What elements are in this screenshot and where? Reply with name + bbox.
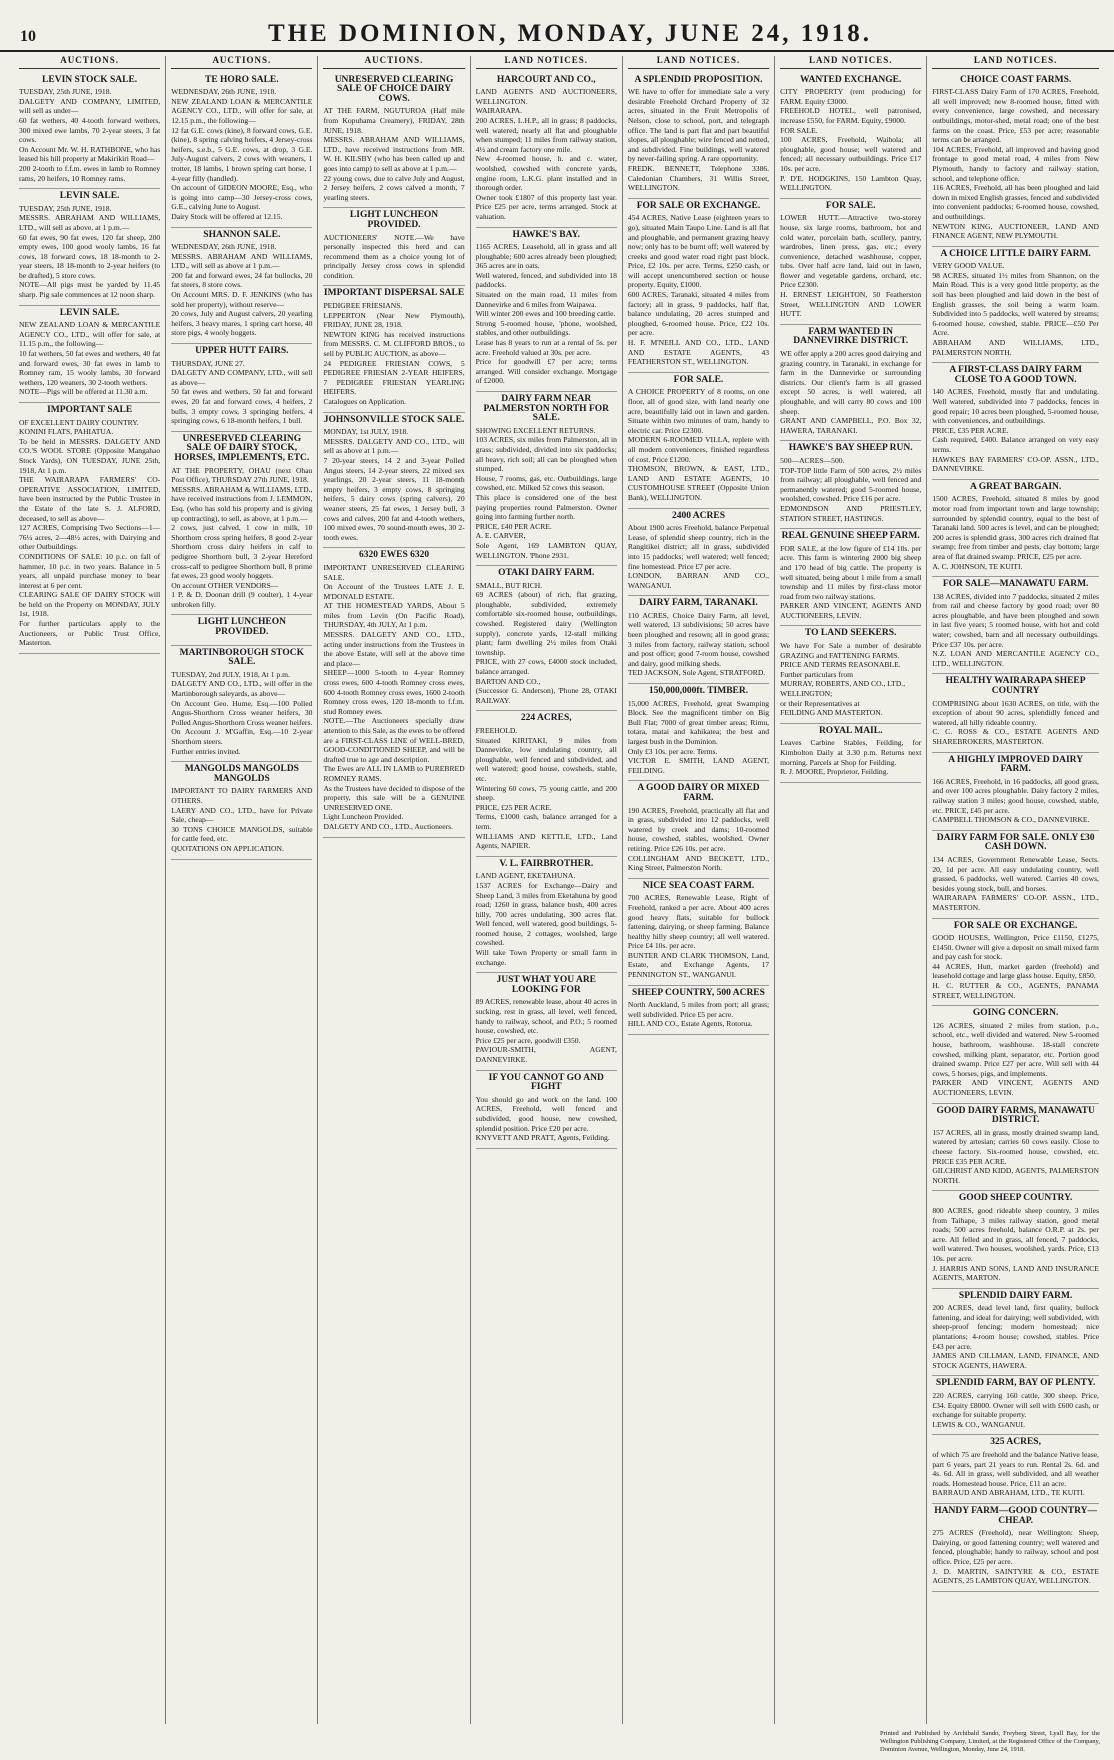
ad-body: North Auckland, 5 miles from port; all grass; well subdivided. Price £5 per acre. HILL AND CO., Estate Agents, Rotorua. xyxy=(627,1000,770,1029)
ad-title: HANDY FARM—GOOD COUNTRY—CHEAP. xyxy=(934,1505,1097,1526)
advertisement xyxy=(171,228,312,345)
ad-body: MONDAY, 1st JULY, 1918. MESSRS. DALGETY AND CO., LTD., will sell as above at 1 p.m.— 7 20-year steers, 14 2 and 3-year Polled Angus steers, 14 2-year steers, 22 mixed sex yearlings, 20 2-year steers, 11 18-month empty heifers, 3 empty cows, 8 springing heifers, 5 dairy cows (spring calvers), 20 weaner steers, 25 fat ewes, 1 Jersey bull, 3 cows and calves, 200 fat and 4-tooth wethers, 100 mixed ewes, 70 sound-mouth ewes, 30 2-tooth ewes. xyxy=(323,427,465,542)
ad-body: TUESDAY, 25th JUNE, 1918. DALGETY AND COMPANY, LIMITED, will sell as under— 60 fat wethers, 40 4-tooth forward wethers, 300 mixed ewe lambs, 70 2-year steers, 3 fat cows. On Account Mr. W. H. RATHBONE, who has leased his hill property at Makirikiri Road— 200 2-tooth to f.f.m. ewes in lamb to Romney rams, 20 heifers, 10 Romney rams. xyxy=(19,87,161,183)
ad-title: UNRESERVED CLEARING SALE OF DAIRY STOCK, HORSES, IMPLEMENTS, ETC. xyxy=(174,433,310,463)
ad-body: WEDNESDAY, 26th JUNE, 1918. NEW ZEALAND LOAN & MERCANTILE AGENCY CO., LTD., will offer for sale, at 12.15 p.m., the following— 12 fat G.E. cows (kine), 8 forward cows, G.E. (kine), 8 spring calving heifers, 4 Jersey-cross heifers, s.e.b., 5 G.E. cows, at drop, 3 G.E. July-August calvers, 2 cows with weaners, 1 trotter, 18 lambs, 1 brown spring cart horse, 1 4-year filly (handled). On account of GIDEON MOORE, Esq., who is going into camp—30 Jersey-cross cows, G.E., calving June to August. Dairy Stock will be offered at 12.15. xyxy=(171,87,313,221)
column-1 xyxy=(14,56,166,1724)
ad-body: CITY PROPERTY (rent producing) for FARM. Equity £3000. FREEHOLD HOTEL, well patronised, increase £550, for FARM. Equity, £9000. FOR SALE. 100 ACRES, Freehold, Waihola; all ploughable, good house; well watered and fenced; all necessary outbuildings. Price £17 10s. per acre. P. D'E. HODGKINS, 150 Lambton Quay, WELLINGTON. xyxy=(780,87,922,193)
ad-body: IMPORTANT TO DAIRY FARMERS AND OTHERS. LAERY AND CO., LTD., have for Private Sale, cheap— 30 TONS CHOICE MANGOLDS, suitable for cattle feed, etc. QUOTATIONS ON APPLICATION. xyxy=(171,786,313,853)
ad-title: WANTED EXCHANGE. xyxy=(800,74,902,85)
ad-body: SHOWING EXCELLENT RETURNS. 103 ACRES, six miles from Palmerston, all in grass; subdivided, divided into six paddocks; all heavy, rich soil; all can be ploughed when stumped. House, 7 rooms, gas, etc. Outbuildings, large cowshed, etc. Milked 52 cows this season. This place is considered one of the best paying properties round Palmerston. Owner going into farming further north. PRICE, £40 PER ACRE. A. E. CARVER, Sole Agent, 169 LAMBTON QUAY, WELLINGTON. 'Phone 2931. xyxy=(475,425,617,560)
ad-body: 157 ACRES, all in grass, mostly drained swamp land, watered by artesian; carries 60 cows easily. Close to cheese factory. Six-roomed house, cowshed, etc. PRICE £35 PER ACRE. GILCHRIST AND KIDD, AGENTS, PALMERSTON NORTH. xyxy=(932,1127,1099,1185)
ad-title: UPPER HUTT FAIRS. xyxy=(195,346,289,357)
ad-title: LEVIN SALE. xyxy=(59,191,120,202)
ad-title: 2400 ACRES xyxy=(671,510,726,521)
advertisement xyxy=(780,529,921,626)
advertisement xyxy=(323,286,464,412)
advertisement xyxy=(171,344,312,432)
advertisement xyxy=(171,615,312,645)
ad-title: SHANNON SALE. xyxy=(203,229,281,240)
ad-title: JOHNSONVILLE STOCK SALE. xyxy=(323,414,465,425)
ad-title: A GOOD DAIRY OR MIXED FARM. xyxy=(637,783,760,803)
advertisement xyxy=(932,1289,1099,1377)
advertisement xyxy=(19,189,160,306)
ad-title: MARTINBOROUGH STOCK SALE. xyxy=(179,647,304,668)
ad-title: IF YOU CANNOT GO AND FIGHT xyxy=(488,1072,604,1093)
ad-title: FOR SALE OR EXCHANGE. xyxy=(636,200,761,211)
advertisement xyxy=(476,392,617,566)
ad-body: GOOD HOUSES, Wellington, Price £1150, £1275, £1450. Owner will give a deposit on small mixed farm and pay cash for stock. 44 ACRES, Hutt, market garden (freehold) and leasehold cottage and large glass house. Equity, £850. H. C. RUTTER & CO., AGENTS, PANAMA STREET, WELLINGTON. xyxy=(932,933,1099,1000)
advertisement xyxy=(19,73,160,190)
ad-body: WEDNESDAY, 26th JUNE, 1918. MESSRS. ABRAHAM AND WILLIAMS, LTD., will sell as above at 1 p.m.— 200 fat and forward ewes, 24 fat bullocks, 20 fat steers, 8 store cows. On Account MRS. D. F. JENKINS (who has sold her property), without reserve— 20 cows, July and August calvers, 20 yearling heifers, 3 heavy mares, 1 spring cart horse, 40 store pigs, 4 wooly hoggets. xyxy=(171,242,313,338)
advertisement xyxy=(932,1435,1099,1504)
ad-body: FOR SALE, at the low figure of £14 10s. per acre. This farm is wintering 2000 big sheep and 170 head of big cattle. The property is well situated, being about 1 mile from a small township and 11 miles by first-class motor road from two railway stations. PARKER AND VINCENT, AGENTS AND AUCTIONEERS, LEVIN. xyxy=(780,543,922,620)
ad-body: LAND AGENTS AND AUCTIONEERS, WELLINGTON. WAIRARAPA. 200 ACRES, L.H.P., all in grass; 8 paddocks, well watered, nearly all flat and ploughable when stumped; 11 miles from railway station, 4½ and cream factory one mile. New 4-roomed house, h. and c. water, woolshed, cowshed with concrete yards, engine room, L.K.G. plant installed and in thorough order. Owner took £1807 of this property last year. Price £25 per acre, terms arranged. Stock at valuation. xyxy=(475,87,617,221)
ad-title: SPLENDID DAIRY FARM. xyxy=(958,1290,1073,1301)
advertisement xyxy=(19,403,160,654)
ad-body: 140 ACRES, Freehold, mostly flat and undulating. Well watered, subdivided into 7 paddocks, fences in good repair; 10 acres been ploughed, 5-roomed house, with conveniences, and outbuildings. PRICE, £35 PER ACRE. Cash required, £400. Balance arranged on very easy terms. HAWKE'S BAY FARMERS' CO-OP. ASSN., LTD., DANNEVIRKE. xyxy=(932,387,1099,474)
advertisement xyxy=(628,684,769,781)
ad-title: NICE SEA COAST FARM. xyxy=(642,880,755,891)
advertisement xyxy=(780,325,921,442)
advertisement xyxy=(628,373,769,509)
advertisement xyxy=(780,73,921,199)
ad-title: GOOD SHEEP COUNTRY. xyxy=(958,1193,1073,1204)
ad-body: THURSDAY, JUNE 27. DALGETY AND COMPANY, LTD., will sell as above— 50 fat ewes and wethers, 50 fat and forward ewes, 20 fat and forward cows, 4 heifers, 2 bulls, 3 empty cows, 3 springing heifers, 4 springing cows, 6 18-month heifers, 1 bull. xyxy=(171,358,313,426)
ad-title: FARM WANTED IN DANNEVIRKE DISTRICT. xyxy=(793,326,909,347)
ad-title: GOING CONCERN. xyxy=(972,1008,1059,1019)
ad-title: LEVIN SALE. xyxy=(59,307,120,318)
advertisement xyxy=(780,441,921,529)
ad-body: FREEHOLD. Situated KIRITAKI, 9 miles from Dannevirke, low undulating country, all ploughable, well fenced and subdivided, and well watered; good house, cowsheds, stable, etc. Wintering 60 cows, 75 young cattle, and 200 sheep. PRICE, £25 PER ACRE. Terms, £1000 cash, balance arranged for a term. WILLIAMS AND KETTLE, LTD., Land Agents, NAPIER. xyxy=(475,726,617,851)
column-heading: LAND NOTICES. xyxy=(476,56,617,69)
ad-body: About 1900 acres Freehold, balance Perpetual Lease, of splendid sheep country, rich in the Rangitikei district; all in grass, subdivided into 15 paddocks; well watered; well fenced; fine homestead. Price £7 per acre. LONDON, BARRAN AND CO., WANGANUI. xyxy=(627,523,770,590)
advertisement xyxy=(323,548,464,837)
ad-title: TO LAND SEEKERS. xyxy=(804,628,897,639)
column-heading: AUCTIONS. xyxy=(323,56,464,69)
ad-title: ROYAL MAIL. xyxy=(818,725,883,736)
advertisement xyxy=(932,1376,1099,1435)
ad-body: 15,000 ACRES, Freehold, great Swamping Block. See the magnificent timber on Big Bull Flat; 7000 of great timber areas; Rimu, totara, matai and kahikatea; the best and largest bush in the Dominion. Only £3 10s. per acre. Terms. VICTOR E. SMITH, LAND AGENT, FEILDING. xyxy=(627,698,770,775)
advertisement xyxy=(628,781,769,878)
advertisement xyxy=(628,509,769,597)
column-2 xyxy=(166,56,318,1724)
ad-body: WE offer apply a 200 acres good dairying and grazing country, in Taranaki, in exchange for farm in the Dannevirke or surrounding districts. Our client's farm is all grassed except 50 acres, is well watered, all ploughable, and will carry 80 cows and 100 sheep. GRANT AND CAMPBELL, P.O. Box 32, HAWERA, TARANAKI. xyxy=(780,349,922,435)
advertisement xyxy=(171,73,312,228)
ad-title: 224 ACRES, xyxy=(520,713,572,724)
ad-body: 454 ACRES, Native Lease (eighteen years to go), situated Main Taupo Line. Land is all flat and ploughable, and permanent grazing heavy now; only has to be burnt off; well watered by creeks and good water road right past block. Price, £2 10s. per acre. Terms, £250 cash, or will accept unencumbered section or house property. Equity, £1000. 600 ACRES, Taranaki, situated 4 miles from factory; all in grass, 9 paddocks, half flat, balance undulating, 20 acres stumped and ploughed, 6-roomed house. Price, £22 10s. per acre. H. F. M'NEILL AND CO., LTD., LAND AND ESTATE AGENTS, 43 FEATHERSTON ST., WELLINGTON. xyxy=(627,213,770,367)
ad-body: TUESDAY, 2nd JULY, 1918, At 1 p.m. DALGETY AND CO., LTD., will offer in the Martinborough saleyards, as above— On Account Geo. Hume, Esq.—100 Polled Angus-Shorthorn Cross weaner heifers, 30 Polled Angus-Shorthorn Cross weaner heifers. On Account J. M'Gaffin, Esq.—10 2-year Shorthorn steers. Further entries invited. xyxy=(171,669,313,756)
ad-title: A FIRST-CLASS DAIRY FARM CLOSE TO A GOOD TOWN. xyxy=(949,365,1082,385)
advertisement xyxy=(932,577,1099,674)
advertisement xyxy=(932,753,1099,831)
ad-title: DAIRY FARM FOR SALE. ONLY £30 CASH DOWN. xyxy=(936,832,1095,853)
ad-title: A GREAT BARGAIN. xyxy=(970,481,1062,492)
ad-title: TE HORO SALE. xyxy=(205,74,279,85)
ad-title: FOR SALE OR EXCHANGE. xyxy=(953,920,1078,931)
ad-title: HARCOURT AND CO., xyxy=(496,74,596,85)
advertisement xyxy=(323,208,464,286)
ad-title: REAL GENUINE SHEEP FARM. xyxy=(781,531,920,542)
advertisement xyxy=(171,432,312,616)
advertisement xyxy=(932,1504,1099,1592)
advertisement xyxy=(780,199,921,325)
ad-body: FIRST-CLASS Dairy Farm of 170 ACRES, Freehold, all well improved; new 8-roomed house, fitted with every convenience, large cowshed, and necessary outbuildings, motor-shed, metal road; one of the best farms on the coast. Price, £53 per acre; reasonable terms can be arranged. 104 ACRES, Freehold, all improved and having good frontage to good metal road, 4 miles from New Plymouth, handy to factory and railway station, school, and telephone office. 116 ACRES, Freehold, all has been ploughed and laid down in mixed English grasses, fenced and subdivided into convenient paddocks; 6-roomed house, cowshed, and outbuildings. NEWTON KING, AUCTIONEER, LAND AND FINANCE AGENT, NEW PLYMOUTH. xyxy=(932,87,1099,241)
ad-title: OTAKI DAIRY FARM. xyxy=(498,568,595,579)
column-5 xyxy=(623,56,775,1724)
ad-body: LOWER HUTT.—Attractive two-storey house, six large rooms, bathroom, hot and cold water, porcelain bath, scullery, pantry, wardrobes, linen press, gas, etc.; every convenience, detached washhouse, copper, tubs. Over half acre land, laid out in lawn, flower and vegetable gardens, orchard, etc. Price £2300. H. ERNEST LEIGHTON, 50 Featherston Street, WELLINGTON AND LOWER HUTT. xyxy=(780,213,922,319)
ad-body: AT THE PROPERTY, OHAU (next Ohau Post Office), THURSDAY 27th JUNE, 1918. MESSRS. ABRAHAM & WILLIAMS, LTD., have received instructions from J. LEMMON, Esq. (who has sold his property and is giving up contracting), to sell, as above, at 1 p.m.— 2 cows, just calved, 1 cow in milk, 10 Shorthorn cross spring heifers, 8 good 2-year Shorthorn cross dairy heifers in calf to pedigree Shorthorn bull, 3 2-year Hereford cross-calf to pedigree Shorthorn bull, 8 prime fat ewes, 23 good wooly hoggets. On account OTHER VENDORS— 1 P. & D. Doonan drill (9 coulter), 1 4-year unbroken filly. xyxy=(171,465,313,609)
ad-title: FOR SALE. xyxy=(825,200,876,211)
advertisement xyxy=(476,566,617,711)
ad-body: 275 ACRES (Freehold), near Wellington: Sheep, Dairying, or good fattening country; well watered and fenced, ploughable; handy to railway, school and post office. Price, £25 per acre. J. D. MARTIN, SAINTYRE & CO., ESTATE AGENTS, 25 LAMBTON QUAY, WELLINGTON. xyxy=(932,1528,1099,1586)
advertisement xyxy=(323,73,464,209)
ad-title: GOOD DAIRY FARMS, MANAWATU DISTRICT. xyxy=(936,1105,1095,1126)
ad-body: 700 ACRES, Renewable Lease, Right of Freehold, ranked a per acre. About 400 acres good heavy flats, suitable for bullock fattening, dairying, or sheep farming. Balance healthy hilly sheep country; all well watered. Price £4 10s. per acre. BUNTER AND CLARK THOMSON, Land, Estate, and Exchange Agents, 17 PENNINGTON ST., WANGANUI. xyxy=(627,893,770,980)
advertisement xyxy=(932,247,1099,364)
column-6 xyxy=(775,56,927,1724)
ad-body: 500—ACRES—500. TOP-TOP little Farm of 500 acres, 2½ miles from railway; all ploughable, well fenced and permanently watered; good 5-roomed house, woolshed, cowshed. Price £16 per acre. EDMONDSON AND PRIESTLEY, STATION STREET, HASTINGS. xyxy=(780,455,922,523)
advertisement xyxy=(628,596,769,684)
ad-title: HEALTHY WAIRARAPA SHEEP COUNTRY xyxy=(945,676,1086,697)
ad-title: DAIRY FARM, TARANAKI. xyxy=(639,598,758,609)
column-4 xyxy=(471,56,623,1724)
masthead xyxy=(0,0,1114,52)
ad-title: MANGOLDS MANGOLDS MANGOLDS xyxy=(184,764,299,784)
column-heading: AUCTIONS. xyxy=(19,56,160,69)
ad-title: V. L. FAIRBROTHER. xyxy=(499,858,594,869)
ad-body: IMPORTANT UNRESERVED CLEARING SALE. On Account of the Trustees LATE J. E. M'DONALD ESTATE. AT THE HOMESTEAD YARDS, About 5 miles from Levin (On Pacific Road), THURSDAY, 4th JULY, At 1 p.m. MESSRS. DALGETY AND CO., LTD., acting under instructions from the Trustees in the above Estate, will sell at the above time and place— SHEEP—1000 5-tooth to 4-year Romney cross ewes, 600 4-tooth Romney cross ewes, 600 4-tooth Romney cross ewes, 1600 2-tooth Romney cross ewes, 120 18-month to f.f.m. stud Romney ewes. NOTE.—The Auctioneers specially draw attention to this Sale, as the ewes to be offered are a FIRST-CLASS LINE of WELL-BRED, GOOD-CONDITIONED SHEEP, and will be drafted true to age and description. The Ewes are ALL IN LAMB to PUREBRED ROMNEY RAMS. As the Trustees have decided to dispose of the property, this sale will be a GENUINE UNRESERVED ONE. Light Luncheon Provided. DALGETY AND CO., LTD., Auctioneers. xyxy=(323,562,465,831)
ad-title: FOR SALE. xyxy=(673,374,724,385)
ad-title: CHOICE COAST FARMS. xyxy=(959,74,1072,85)
ad-title: IMPORTANT DISPERSAL SALE xyxy=(323,288,465,299)
column-heading: AUCTIONS. xyxy=(171,56,312,69)
advertisement xyxy=(476,73,617,228)
ad-title: JUST WHAT YOU ARE LOOKING FOR xyxy=(496,975,597,995)
ad-body: WE have to offer for immediate sale a very desirable Freehold Orchard Property of 32 acres, situated in the Fruit Metropolis of Nelson, close to school, port, and telegraph office. The land is part flat and part beautiful slopes, all ploughable; wire fenced and netted, and subdivided. Fine buildings, well watered by never-failing spring. A rare opportunity. FREDK. BENNETT, Telephone 3386. Caledonian Chambers, 31 Willis Street, WELLINGTON. xyxy=(627,87,770,193)
ad-title: A CHOICE LITTLE DAIRY FARM. xyxy=(940,248,1091,259)
ad-body: 89 ACRES, renewable lease, about 40 acres in sucking, rest in grass, all level, well fenced, handy to railway, school, and P.O.; 5 roomed house, cowshed, etc. Price £25 per acre, goodwill £350. PAVIOUR-SMITH, AGENT, DANNEVIRKE. xyxy=(475,997,617,1064)
columns xyxy=(14,56,1104,1724)
ad-title: 150,000,000ft. TIMBER. xyxy=(648,686,749,697)
ad-body: You should go and work on the land. 100 ACRES, Freehold, well fenced and subdivided, good house, new cowshed, splendid position. Price £20 per acre. KNYVETT AND PRATT, Agents, Feilding. xyxy=(475,1094,617,1143)
ad-body: Leaves Carbine Stables, Feilding, for Kimbolton Daily at 3.30 p.m. Returns next morning. Parcels at Shop for Feilding. R. J. MOORE, Proprietor, Feilding. xyxy=(780,738,922,777)
ad-body: LAND AGENT, EKETAHUNA. 1537 ACRES for Exchange—Dairy and Sheep Land, 3 miles from Eketahuna by good road; 1260 in grass, balance bush, 400 acres hilly, 700 acres undulating, 300 acres flat. Well fenced, well watered, good buildings, 5-roomed house, 2 cottages, woolshed, large cowshed. Will take Town Property or small farm in exchange. xyxy=(475,871,617,967)
advertisement xyxy=(171,762,312,859)
ad-body: 220 ACRES, carrying 160 cattle, 300 sheep. Price, £34. Equity £8000. Owner will sell with £600 cash, or exchange for suitable property. LEWIS & CO., WANGANUI. xyxy=(932,1391,1099,1429)
ad-body: VERY GOOD VALUE. 98 ACRES, situated 1½ miles from Shannon, on the Main Road. This is a very good little property, as the soil has been ploughed and laid down in the best of English grasses, the soil being a warm loam. Subdivided into 5 paddocks, well watered by streams; 6-roomed house, cowshed, stable. PRICE—£50 Per Acre. ABRAHAM AND WILLIAMS, LTD., PALMERSTON NORTH. xyxy=(932,261,1099,357)
advertisement xyxy=(932,480,1099,577)
ad-title: SHEEP COUNTRY, 500 ACRES xyxy=(632,987,765,998)
advertisement xyxy=(476,973,617,1070)
ad-body: A CHOICE PROPERTY of 8 rooms, on one floor, all of good size, with land nearly one acre, beautifully laid out in lawn and garden. Situate within two minutes of tram, handy to electric car. Price £2300. MODERN 6-ROOMED VILLA, replete with all modern conveniences, finished regardless of cost. Price £1200. THOMSON, BROWN, & EAST, LTD., LAND AND ESTATE AGENTS, 10 CUSTOMHOUSE STREET (Opposite Union Bank), WELLINGTON. xyxy=(627,387,770,502)
ad-body: 126 ACRES, situated 2 miles from station, p.o., school, etc., well divided and watered. New 5-roomed house, bathroom, washhouse. 18-stall concrete cowshed, milking plant, separator, etc. Portion good drained swamp. Price £27 per acre. Will sell with 44 cows, 5 horses, pigs, and implements. PARKER AND VINCENT, AGENTS AND AUCTIONEERS, LEVIN. xyxy=(932,1020,1099,1097)
ad-body: 800 ACRES, good rideable sheep country, 3 miles from Taihape, 3 miles railway station, good metal roads; 500 acres freehold, balance O.R.P. at 2s. per acre. All felled and in grass, all fenced, 7 paddocks, well watered. Two houses, woolshed, yards. Price, £13 10s. per acre. J. HARRIS AND SONS, LAND AND INSURANCE AGENTS, MARTON. xyxy=(932,1205,1099,1283)
ad-title: 325 ACRES, xyxy=(990,1437,1041,1448)
advertisement xyxy=(932,919,1099,1007)
advertisement xyxy=(476,228,617,393)
ad-body: 190 ACRES, Freehold, practically all flat and in grass, subdivided into 12 paddocks, well watered by creek and dams; 10-roomed house, cowshed, stables, woolshed. Owner retiring. Price £26 10s. per acre. COLLINGHAM AND BECKETT, LTD., King Street, Palmerston North. xyxy=(627,805,770,873)
advertisement xyxy=(323,413,464,549)
ad-body: AT THE FARM, NGUTUROA (Half mile from Kopuhama Creamery), FRIDAY, 28th JUNE, 1918. MESSRS. ABRAHAM AND WILLIAMS, LTD., have received instructions from MR. W. H. KILSBY (who has been called up and goes into camp) to sell as above at 1 p.m.— 22 young cows, due to calve July and August, 2 Jersey heifers, 2 cows calved a month, 7 yearling steers. xyxy=(323,106,465,202)
advertisement xyxy=(780,626,921,723)
newspaper-title: THE DOMINION, MONDAY, JUNE 24, 1918. xyxy=(267,20,873,47)
ad-title: DAIRY FARM NEAR PALMERSTON NORTH FOR SALE. xyxy=(483,394,609,424)
ad-body: COMPRISING about 1630 ACRES, on title, with the exception of about 90 acres, splendidly fenced and watered, all hilly rideable country. C. C. ROSS & CO., ESTATE AGENTS AND SHAREBROKERS, MASTERTON. xyxy=(932,698,1099,746)
advertisement xyxy=(932,674,1099,752)
ad-title: HAWKE'S BAY. xyxy=(512,229,580,240)
ad-body: of which 75 are freehold and the balance Native lease, part 6 years, part 21 years to run. Rental 2s. 6d. and 4s. 6d. All in grass, well subdivided, and all weather roads. Homestead house. Price, £11 an acre. BARRAUD AND ABRAHAM, LTD., TE KUITI. xyxy=(932,1450,1099,1498)
advertisement xyxy=(932,1006,1099,1103)
advertisement xyxy=(476,857,617,974)
ad-body: We have For Sale a number of desirable GRAZING and FATTENING FARMS. PRICE AND TERMS REASONABLE. Further particulars from MURRAY, ROBERTS, AND CO., LTD., WELLINGTON; or their Representatives at FEILDING AND MASTERTON. xyxy=(780,641,922,718)
ad-title: FOR SALE—MANAWATU FARM. xyxy=(942,579,1089,590)
advertisement xyxy=(19,306,160,403)
advertisement xyxy=(932,1104,1099,1192)
column-heading: LAND NOTICES. xyxy=(628,56,769,69)
column-3 xyxy=(318,56,470,1724)
advertisement xyxy=(932,363,1099,480)
page-number: 10 xyxy=(20,28,36,45)
ad-body: 166 ACRES, Freehold, in 16 paddocks, all good grass, and over 100 acres ploughable. Dairy factory 2 miles, railway station 3 miles; good house, cowshed, stable, etc. PRICE, £45 per acre. CAMPBELL THOMSON & CO., DANNEVIRKE. xyxy=(932,776,1099,825)
advertisement xyxy=(628,73,769,199)
column-7 xyxy=(927,56,1104,1724)
ad-body: 1165 ACRES, Leasehold, all in grass and all ploughable; 600 acres already been ploughed; 365 acres are in oats. Well watered, fenced, and subdivided into 18 paddocks. Situated on the main road, 11 miles from Dannevirke and 6 miles from Waipawa. Will winter 200 ewes and 100 breeding cattle. Strong 5-roomed house, 'phone, woolshed, stables, and other outbuildings. Lease has 8 years to run at a rental of 5s. per acre. Freehold valued at 30s. per acre. Price for goodwill £7 per acre; terms arranged. Will consider exchange. Mortgage of £2000. xyxy=(475,242,617,386)
ad-body: 1500 ACRES, Freehold, situated 8 miles by good motor road from important town and large township; surrounded by splendid country, equal to the best of Taranaki land. 500 acres is level, and can be ploughed; 200 acres is splendid grass, 300 acres rich drained flat swamp; free from timber and pests, clay bottom; large area of flat drained swamp. PRICE, £25 per acre. A. C. JOHNSON, TE KUITI. xyxy=(932,494,1099,571)
ad-body: SMALL, BUT RICH. 69 ACRES (about) of rich, flat grazing, ploughable, subdivided, extremely comfortable six-roomed house, outbuildings, cowshed. Registered dairy (Wellington supply), concrete yards, 12-stall milking plant; farm dwelling 2½ miles from Otaki township. PRICE, with 27 cows, £4000 stock included, balance arranged. BARTON AND CO., (Successor G. Anderson), 'Phone 28, OTAKI RAILWAY. xyxy=(475,580,617,705)
advertisement xyxy=(476,711,617,856)
ad-title: UNRESERVED CLEARING SALE OF CHOICE DAIRY COWS. xyxy=(334,74,454,104)
advertisement xyxy=(476,1071,617,1149)
ad-body: PEDIGREE FRIESIANS. LEPPERTON (Near New Plymouth), FRIDAY, JUNE 28, 1918. NEWTON KING has received instructions from MESSRS. C. M. CLIFFORD BROS., to sell by PUBLIC AUCTION, as above— 24 PEDIGREE FRIESIAN COWS, 5 PEDIGREE FRIESIAN 2-YEAR HEIFERS, 7 PEDIGREE FRIESIAN YEARLING HEIFERS. Catalogues on Application. xyxy=(323,301,465,406)
advertisement xyxy=(932,1191,1099,1288)
advertisement xyxy=(780,724,921,783)
advertisement xyxy=(932,831,1099,919)
advertisement xyxy=(628,986,769,1035)
column-heading: LAND NOTICES. xyxy=(780,56,921,69)
ad-body: 138 ACRES, divided into 7 paddocks, situated 2 miles from rail and cheese factory by good road; over 80 acres ploughable, and have been ploughed and sown in last five years; 5 roomed house, with hot and cold water; cowshed, barn and all necessary outbuildings. Price £37 10s. per acre. N.Z. LOAN AND MERCANTILE AGENCY CO., LTD., WELLINGTON. xyxy=(932,591,1099,668)
ad-title: HAWKE'S BAY SHEEP RUN. xyxy=(788,443,913,454)
ad-body: TUESDAY, 25th JUNE, 1918. MESSRS. ABRAHAM AND WILLIAMS, LTD., will sell as above, at 1 p.m.— 60 fat ewes, 90 fat ewes, 120 fat sheep, 200 empty ewes, 100 good wooly lambs, 16 fat cows, 18 forward cows, 18 18-month to 2-year steers, 18 18-month to 2-year heifers (to be drafted), 5 store cows. NOTE—All pigs must be yarded by 11.45 sharp. Pig sale commences at 12 noon sharp. xyxy=(19,203,161,300)
ad-body: AUCTIONEERS' NOTE.—We have personally inspected this herd and can recommend them as a choice young lot of principally Jersey cross cows in splendid condition. xyxy=(323,232,465,280)
ad-title: LIGHT LUNCHEON PROVIDED. xyxy=(197,617,286,638)
ad-title: A HIGHLY IMPROVED DAIRY FARM. xyxy=(948,754,1084,775)
advertisement xyxy=(932,73,1099,247)
ad-title: IMPORTANT SALE xyxy=(47,405,133,415)
printer-imprint: Printed and Published by Archibald Sando, Freyberg Street, Lyall Bay, for the Wellington Publishing Company, Limited, at the Registered Office of the Company, Dominion Avenue, Wellington, Monday, June 24, 1918. xyxy=(880,1730,1100,1753)
ad-title: LIGHT LUNCHEON PROVIDED. xyxy=(349,210,439,230)
ad-body: 110 ACRES, Choice Dairy Farm, all level, well watered, 13 subdivisions; 50 acres have been ploughed and resown; all in good grass; 3 miles from factory, railway station, school and post office; good 7-room house, cowshed and dairy, good milking sheds. TED JACKSON, Sole Agent, STRATFORD. xyxy=(627,610,770,678)
ad-title: 6320 EWES 6320 xyxy=(358,550,430,561)
advertisement xyxy=(171,646,312,763)
advertisement xyxy=(628,199,769,373)
ad-title: LEVIN STOCK SALE. xyxy=(42,74,138,85)
ad-body: 200 ACRES, dead level land, first quality, bullock fattening, and ideal for dairying; well subdivided, with sheep-proof fencing; modern homestead; nice plantations; 4-room house; cowshed, stables. Price £43 per acre. JAMES AND CILLMAN, LAND, FINANCE, AND STOCK AGENTS, HAWERA. xyxy=(932,1303,1099,1370)
ad-body: NEW ZEALAND LOAN & MERCANTILE AGENCY CO., LTD., will offer for sale, at 11.15 p.m., the following— 10 fat wethers, 50 fat ewes and wethers, 40 fat and forward ewes, 30 fat ewes in lamb to Romney ram, 15 wooly lambs, 30 forward wethers, 120 weaners, 30 2-tooth wethers. NOTE—Pigs will be offered at 11.30 a.m. xyxy=(19,320,161,397)
ad-title: A SPLENDID PROPOSITION. xyxy=(634,74,763,85)
ad-body: OF EXCELLENT DAIRY COUNTRY. KONINI FLATS, PAHIATUA. To be held in MESSRS. DALGETY AND CO.'S WOOL STORE (Opposite Mangahao Stock Yards), ON TUESDAY, JUNE 25th, 1918, At 1 p.m. THE WAIRARAPA FARMERS' CO-OPERATIVE ASSOCIATION, LIMITED, have been instructed by the Public Trustee in the Estate of the late S. J. ALFORD, deceased, to sell as above— 127 ACRES, Comprising Two Sections—1—76¼ acres, 2—48½ acres, with Dairying and other Outbuildings. CONDITIONS OF SALE: 10 p.c. on fall of hammer, 10 p.c. in two years. Balance in 5 years, all unpaid purchase money to bear interest at 6 per cent. CLEARING SALE OF DAIRY STOCK will be held on the Property on MONDAY, JULY 1st, 1918. For further particulars apply to the Auctioneers, or Public Trust Office, Masterton. xyxy=(19,417,161,648)
ad-body: 134 ACRES, Government Renewable Lease, Sects. 20, 1d per acre. All easy undulating country, well grassed, 6 paddocks, well watered. Carries 40 cows, besides young stock, bull, and horses. WAIRARAPA FARMERS' CO-OP. ASSN., LTD., MASTERTON. xyxy=(932,854,1099,912)
advertisement xyxy=(628,879,769,986)
ad-title: SPLENDID FARM, BAY OF PLENTY. xyxy=(935,1378,1096,1389)
column-heading: LAND NOTICES. xyxy=(932,56,1099,69)
